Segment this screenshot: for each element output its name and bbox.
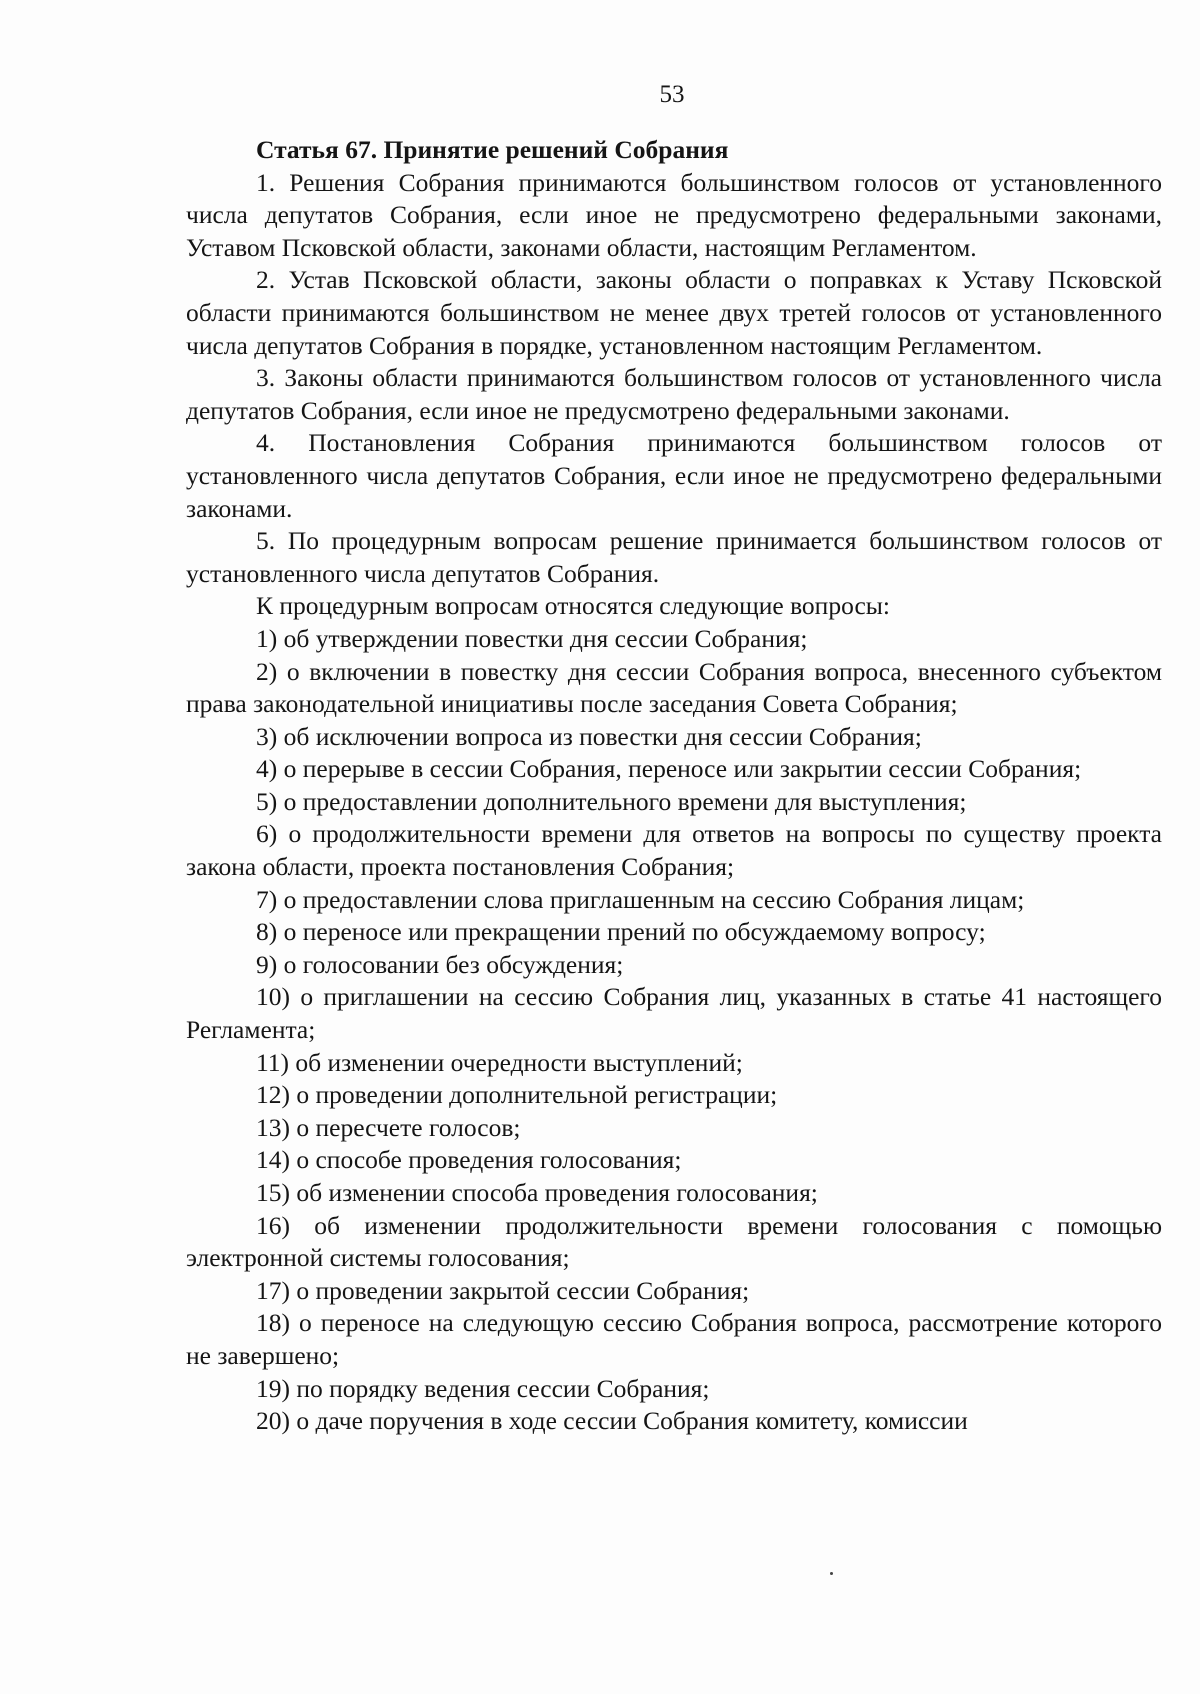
list-item-10: 10) о приглашении на сессию Собрания лиц, указанных в статье 41 настоящего Регламента; [186, 982, 1162, 1045]
list-item-1: 1) об утверждении повестки дня сессии Собрания; [256, 623, 808, 653]
list-item-9: 9) о голосовании без обсуждения; [256, 949, 624, 979]
list-item-18: 18) о переносе на следующую сессию Собрания вопроса, рассмотрение которого не завершено; [186, 1308, 1162, 1370]
list-item-5: 5) о предоставлении дополнительного времени для выступления; [256, 786, 967, 816]
list-item-11: 11) об изменении очередности выступлений; [256, 1047, 743, 1077]
list-item-16: 16) об изменении продолжительности времени голосования с помощью электронной системы голосования; [186, 1210, 1162, 1273]
paragraph-5: 5. По процедурным вопросам решение принимается большинством голосов от установленного числа депутатов Собрания. [186, 526, 1162, 588]
list-item-14: 14) о способе проведения голосования; [256, 1145, 682, 1175]
list-item-19: 19) по порядку ведения сессии Собрания; [256, 1373, 710, 1403]
article-body [186, 134, 1162, 1438]
list-item-2: 2) о включении в повестку дня сессии Собрания вопроса, внесенного субъектом права законодательной инициативы после заседания Совета Собрания; [186, 656, 1162, 719]
list-item-15: 15) об изменении способа проведения голосования; [256, 1178, 818, 1207]
paragraph-1: 1. Решения Собрания принимаются большинством голосов от установленного числа депутатов Собрания, если иное не предусмотрено федеральными законами, Уставом Псковской области, законами области, настоящим Регламентом. [186, 167, 1162, 262]
article-title: Статья 67. Принятие решений Собрания [256, 135, 729, 164]
list-item-13: 13) о пересчете голосов; [256, 1112, 521, 1142]
paragraph-2: 2. Устав Псковской области, законы области о поправках к Уставу Псковской области принимаются большинством не менее двух третей голосов от установленного числа депутатов Собрания в порядке, установленном настоящим Регламентом. [186, 265, 1162, 360]
list-item-17: 17) о проведении закрытой сессии Собрания; [256, 1275, 750, 1305]
list-item-4: 4) о перерыве в сессии Собрания, переносе или закрытии сессии Собрания; [256, 754, 1082, 784]
scan-speck [830, 1572, 833, 1575]
list-item-8: 8) о переносе или прекращении прений по обсуждаемому вопросу; [256, 917, 986, 947]
paragraph-3: 3. Законы области принимаются большинством голосов от установленного числа депутатов Собрания, если иное не предусмотрено федеральными законами. [186, 363, 1162, 425]
list-item-6: 6) о продолжительности времени для ответов на вопросы по существу проекта закона области, проекта постановления Собрания; [186, 819, 1162, 882]
list-item-20: 20) о даче поручения в ходе сессии Собрания комитету, комиссии [256, 1406, 968, 1436]
list-item-3: 3) об исключении вопроса из повестки дня сессии Собрания; [256, 721, 922, 751]
paragraph-4: 4. Постановления Собрания принимаются большинством голосов от установленного числа депутатов Собрания, если иное не предусмотрено федеральными законами. [186, 428, 1162, 523]
list-item-12: 12) о проведении дополнительной регистрации; [256, 1080, 778, 1110]
procedural-intro: К процедурным вопросам относятся следующие вопросы: [256, 591, 891, 621]
page-number: 53 [659, 81, 685, 108]
list-item-7: 7) о предоставлении слова приглашенным на сессию Собрания лицам; [256, 884, 1025, 914]
